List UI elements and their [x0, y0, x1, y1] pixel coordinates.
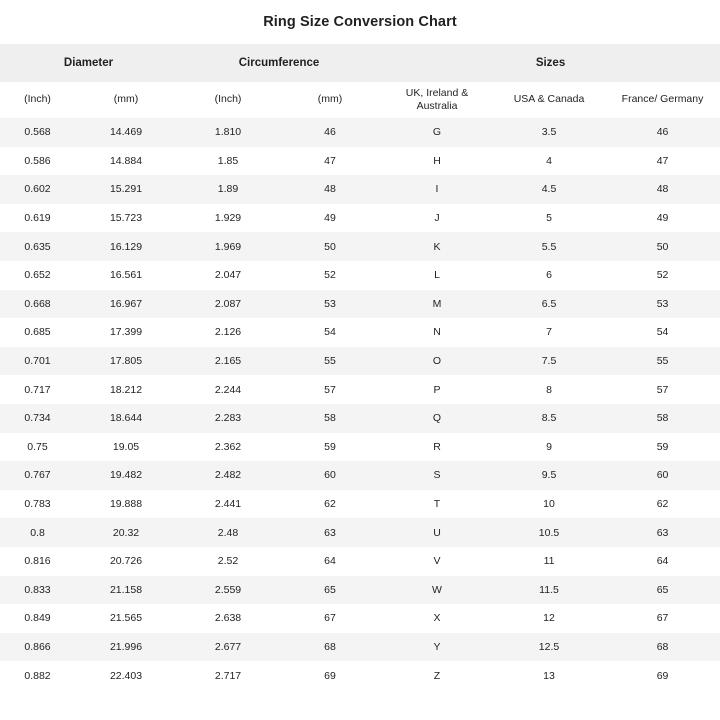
column-header-diameter-mm: (mm)	[75, 82, 177, 118]
group-header-row	[0, 44, 720, 82]
column-header-circumference-mm: (mm)	[279, 82, 381, 118]
table-cell: 16.561	[75, 261, 177, 290]
table-cell: 0.75	[0, 433, 75, 462]
table-cell: 0.568	[0, 118, 75, 147]
table-cell: 15.723	[75, 204, 177, 233]
table-cell: 50	[605, 232, 720, 261]
table-cell: 65	[605, 576, 720, 605]
table-cell: 54	[279, 318, 381, 347]
table-cell: 1.810	[177, 118, 279, 147]
table-cell: 20.726	[75, 547, 177, 576]
table-cell: 52	[605, 261, 720, 290]
table-cell: 14.884	[75, 147, 177, 176]
table-cell: 0.882	[0, 661, 75, 690]
table-cell: M	[381, 290, 493, 319]
table-cell: 12.5	[493, 633, 605, 662]
table-row	[0, 433, 720, 462]
table-cell: 11.5	[493, 576, 605, 605]
group-header-circumference: Circumference	[177, 44, 381, 82]
table-cell: S	[381, 461, 493, 490]
table-cell: 21.565	[75, 604, 177, 633]
table-cell: 7	[493, 318, 605, 347]
table-cell: 58	[605, 404, 720, 433]
table-cell: 18.212	[75, 375, 177, 404]
table-row	[0, 604, 720, 633]
table-row	[0, 175, 720, 204]
table-cell: 2.244	[177, 375, 279, 404]
table-cell: 0.701	[0, 347, 75, 376]
table-row	[0, 576, 720, 605]
table-cell: 69	[279, 661, 381, 690]
table-cell: 48	[279, 175, 381, 204]
table-cell: 2.52	[177, 547, 279, 576]
table-cell: 0.586	[0, 147, 75, 176]
table-cell: 62	[605, 490, 720, 519]
table-cell: 0.619	[0, 204, 75, 233]
table-cell: 6.5	[493, 290, 605, 319]
table-cell: 20.32	[75, 518, 177, 547]
table-cell: 5.5	[493, 232, 605, 261]
table-cell: 59	[605, 433, 720, 462]
table-cell: X	[381, 604, 493, 633]
column-header-diameter-inch: (Inch)	[0, 82, 75, 118]
table-row	[0, 547, 720, 576]
table-cell: 55	[605, 347, 720, 376]
table-cell: 60	[605, 461, 720, 490]
table-row	[0, 461, 720, 490]
table-cell: 8.5	[493, 404, 605, 433]
table-cell: 49	[279, 204, 381, 233]
table-cell: 2.717	[177, 661, 279, 690]
table-cell: 0.767	[0, 461, 75, 490]
table-cell: 2.165	[177, 347, 279, 376]
table-cell: 2.126	[177, 318, 279, 347]
table-cell: H	[381, 147, 493, 176]
table-cell: 0.602	[0, 175, 75, 204]
table-cell: 47	[605, 147, 720, 176]
table-cell: 54	[605, 318, 720, 347]
table-body	[0, 118, 720, 690]
table-cell: 6	[493, 261, 605, 290]
table-row	[0, 375, 720, 404]
table-row	[0, 661, 720, 690]
table-cell: 5	[493, 204, 605, 233]
table-cell: 52	[279, 261, 381, 290]
table-cell: 14.469	[75, 118, 177, 147]
table-cell: I	[381, 175, 493, 204]
table-cell: 50	[279, 232, 381, 261]
table-row	[0, 261, 720, 290]
table-cell: 62	[279, 490, 381, 519]
table-cell: 1.85	[177, 147, 279, 176]
table-cell: 48	[605, 175, 720, 204]
table-cell: 17.805	[75, 347, 177, 376]
table-cell: 2.441	[177, 490, 279, 519]
column-header-usa-canada: USA & Canada	[493, 82, 605, 118]
table-head	[0, 44, 720, 118]
table-cell: 2.48	[177, 518, 279, 547]
table-cell: 19.482	[75, 461, 177, 490]
table-cell: 55	[279, 347, 381, 376]
page-title: Ring Size Conversion Chart	[263, 14, 457, 30]
column-header-uk-ireland-australia: UK, Ireland & Australia	[381, 82, 493, 118]
table-row	[0, 490, 720, 519]
table-cell: 67	[605, 604, 720, 633]
table-cell: Z	[381, 661, 493, 690]
table-cell: 60	[279, 461, 381, 490]
table-cell: 1.969	[177, 232, 279, 261]
table-cell: 0.8	[0, 518, 75, 547]
table-cell: K	[381, 232, 493, 261]
table-cell: 19.888	[75, 490, 177, 519]
table-cell: 0.668	[0, 290, 75, 319]
table-cell: 0.685	[0, 318, 75, 347]
table-cell: 69	[605, 661, 720, 690]
table-cell: 0.717	[0, 375, 75, 404]
group-header-sizes: Sizes	[381, 44, 720, 82]
group-header-diameter: Diameter	[0, 44, 177, 82]
column-header-circumference-inch: (Inch)	[177, 82, 279, 118]
table-cell: 46	[279, 118, 381, 147]
table-row	[0, 147, 720, 176]
table-cell: 64	[279, 547, 381, 576]
table-row	[0, 347, 720, 376]
table-cell: 53	[605, 290, 720, 319]
table-cell: T	[381, 490, 493, 519]
table-cell: 11	[493, 547, 605, 576]
table-row	[0, 232, 720, 261]
table-cell: 1.89	[177, 175, 279, 204]
table-cell: 8	[493, 375, 605, 404]
table-cell: Y	[381, 633, 493, 662]
table-row	[0, 290, 720, 319]
table-cell: 18.644	[75, 404, 177, 433]
table-cell: V	[381, 547, 493, 576]
table-cell: 2.087	[177, 290, 279, 319]
table-cell: J	[381, 204, 493, 233]
sub-header-row	[0, 82, 720, 118]
table-cell: 16.967	[75, 290, 177, 319]
table-cell: 58	[279, 404, 381, 433]
table-cell: 67	[279, 604, 381, 633]
table-cell: 68	[605, 633, 720, 662]
table-cell: 68	[279, 633, 381, 662]
table-cell: 65	[279, 576, 381, 605]
table-cell: R	[381, 433, 493, 462]
table-row	[0, 518, 720, 547]
table-cell: 63	[279, 518, 381, 547]
table-cell: 2.362	[177, 433, 279, 462]
table-cell: 10.5	[493, 518, 605, 547]
table-cell: 19.05	[75, 433, 177, 462]
table-cell: 2.677	[177, 633, 279, 662]
table-cell: Q	[381, 404, 493, 433]
table-cell: 63	[605, 518, 720, 547]
ring-size-conversion-table	[0, 44, 720, 690]
table-cell: 21.996	[75, 633, 177, 662]
table-cell: 1.929	[177, 204, 279, 233]
table-cell: 2.638	[177, 604, 279, 633]
table-cell: 4	[493, 147, 605, 176]
table-cell: 0.783	[0, 490, 75, 519]
table-cell: 10	[493, 490, 605, 519]
table-cell: 0.635	[0, 232, 75, 261]
table-cell: 22.403	[75, 661, 177, 690]
table-cell: 21.158	[75, 576, 177, 605]
table-row	[0, 633, 720, 662]
table-cell: N	[381, 318, 493, 347]
table-cell: 47	[279, 147, 381, 176]
table-cell: U	[381, 518, 493, 547]
table-cell: 0.849	[0, 604, 75, 633]
table-cell: 2.482	[177, 461, 279, 490]
table-cell: 0.652	[0, 261, 75, 290]
table-cell: 0.833	[0, 576, 75, 605]
table-cell: 13	[493, 661, 605, 690]
table-cell: 4.5	[493, 175, 605, 204]
table-row	[0, 318, 720, 347]
table-cell: 53	[279, 290, 381, 319]
table-cell: 7.5	[493, 347, 605, 376]
table-cell: 49	[605, 204, 720, 233]
table-cell: O	[381, 347, 493, 376]
table-cell: 64	[605, 547, 720, 576]
table-cell: 0.816	[0, 547, 75, 576]
table-cell: 2.559	[177, 576, 279, 605]
table-cell: G	[381, 118, 493, 147]
table-cell: W	[381, 576, 493, 605]
table-cell: 0.734	[0, 404, 75, 433]
table-cell: 46	[605, 118, 720, 147]
table-cell: 16.129	[75, 232, 177, 261]
table-cell: 59	[279, 433, 381, 462]
table-cell: 12	[493, 604, 605, 633]
table-cell: 17.399	[75, 318, 177, 347]
table-row	[0, 404, 720, 433]
table-cell: 15.291	[75, 175, 177, 204]
table-cell: 9	[493, 433, 605, 462]
table-cell: 3.5	[493, 118, 605, 147]
column-header-france-germany: France/ Germany	[605, 82, 720, 118]
table-row	[0, 118, 720, 147]
table-cell: 2.283	[177, 404, 279, 433]
table-row	[0, 204, 720, 233]
table-cell: 2.047	[177, 261, 279, 290]
table-cell: L	[381, 261, 493, 290]
table-cell: 57	[605, 375, 720, 404]
table-cell: 0.866	[0, 633, 75, 662]
table-cell: 9.5	[493, 461, 605, 490]
table-cell: 57	[279, 375, 381, 404]
table-cell: P	[381, 375, 493, 404]
